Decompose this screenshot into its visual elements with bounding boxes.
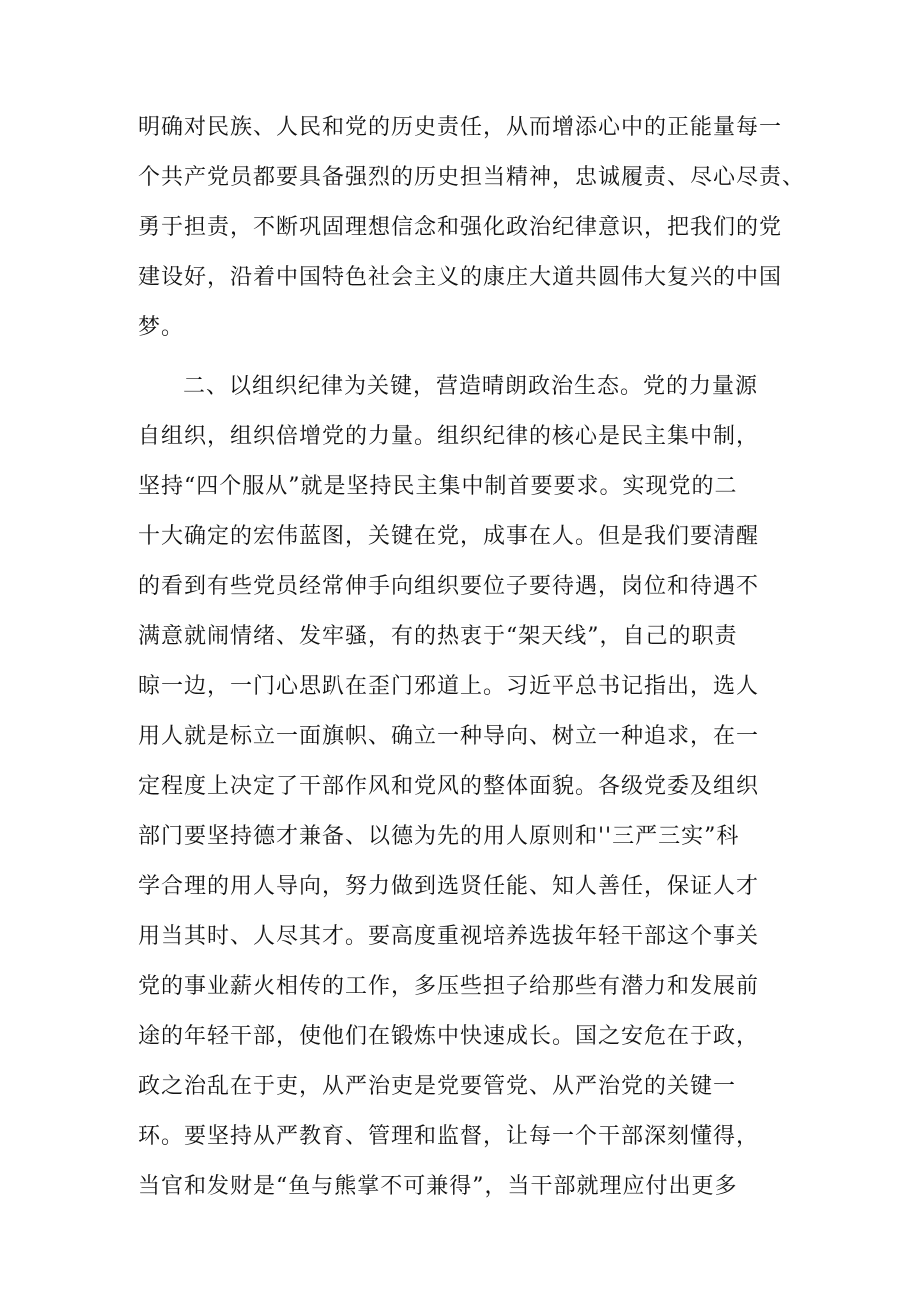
paragraph-1-line-4: 建设好，沿着中国特色社会主义的康庄大道共圆伟大复兴的中国 [138, 265, 783, 290]
paragraph-2-line-1: 二、以组织纪律为关键，营造晴朗政治生态。党的力量源 [183, 374, 759, 399]
paragraph-2-line-9: 定程度上决定了干部作风和党风的整体面貌。各级党委及组织 [138, 774, 760, 799]
paragraph-2-line-12: 用当其时、人尽其才。要高度重视培养选拔年轻干部这个事关 [138, 924, 760, 949]
paragraph-2-line-7: 晾一边，一门心思趴在歪门邪道上。习近平总书记指出，选人 [138, 674, 760, 699]
paragraph-2-line-14: 途的年轻干部，使他们在锻炼中快速成长。国之安危在于政， [138, 1024, 760, 1049]
paragraph-2-line-8: 用人就是标立一面旗帜、确立一种导向、树立一种追求，在一 [138, 724, 760, 749]
paragraph-2-line-3: 坚持“四个服从”就是坚持民主集中制首要要求。实现党的二 [138, 474, 738, 499]
paragraph-1-line-3: 勇于担责，不断巩固理想信念和强化政治纪律意识，把我们的党 [138, 215, 783, 240]
paragraph-2-line-10: 部门要坚持德才兼备、以德为先的用人原则和''三严三实”科 [138, 824, 740, 849]
paragraph-1-line-1: 明确对民族、人民和党的历史责任，从而增添心中的正能量每一 [138, 115, 783, 140]
paragraph-2-line-4: 十大确定的宏伟蓝图，关键在党，成事在人。但是我们要清醒 [138, 524, 760, 549]
paragraph-2-line-5: 的看到有些党员经常伸手向组织要位子要待遇，岗位和待遇不 [138, 574, 760, 599]
paragraph-2-line-15: 政之治乱在于吏，从严治吏是党要管党、从严治党的关键一 [138, 1074, 737, 1099]
paragraph-1-line-5: 梦。 [138, 315, 185, 340]
paragraph-2-line-13: 党的事业薪火相传的工作，多压些担子给那些有潜力和发展前 [138, 974, 760, 999]
paragraph-2-line-11: 学合理的用人导向，努力做到选贤任能、知人善任，保证人才 [138, 874, 760, 899]
paragraph-1-line-2: 个共产党员都要具备强烈的历史担当精神，忠诚履责、尽心尽责、 [138, 165, 806, 190]
paragraph-2-line-17: 当官和发财是“鱼与熊掌不可兼得”，当干部就理应付出更多 [138, 1174, 738, 1199]
paragraph-2-line-6: 满意就闹情绪、发牢骚，有的热衷于“架天线”，自己的职责 [138, 624, 738, 649]
paragraph-2-line-16: 环。要坚持从严教育、管理和监督，让每一个干部深刻懂得， [138, 1124, 760, 1149]
paragraph-2-line-2: 自组织，组织倍增党的力量。组织纪律的核心是民主集中制， [138, 424, 760, 449]
